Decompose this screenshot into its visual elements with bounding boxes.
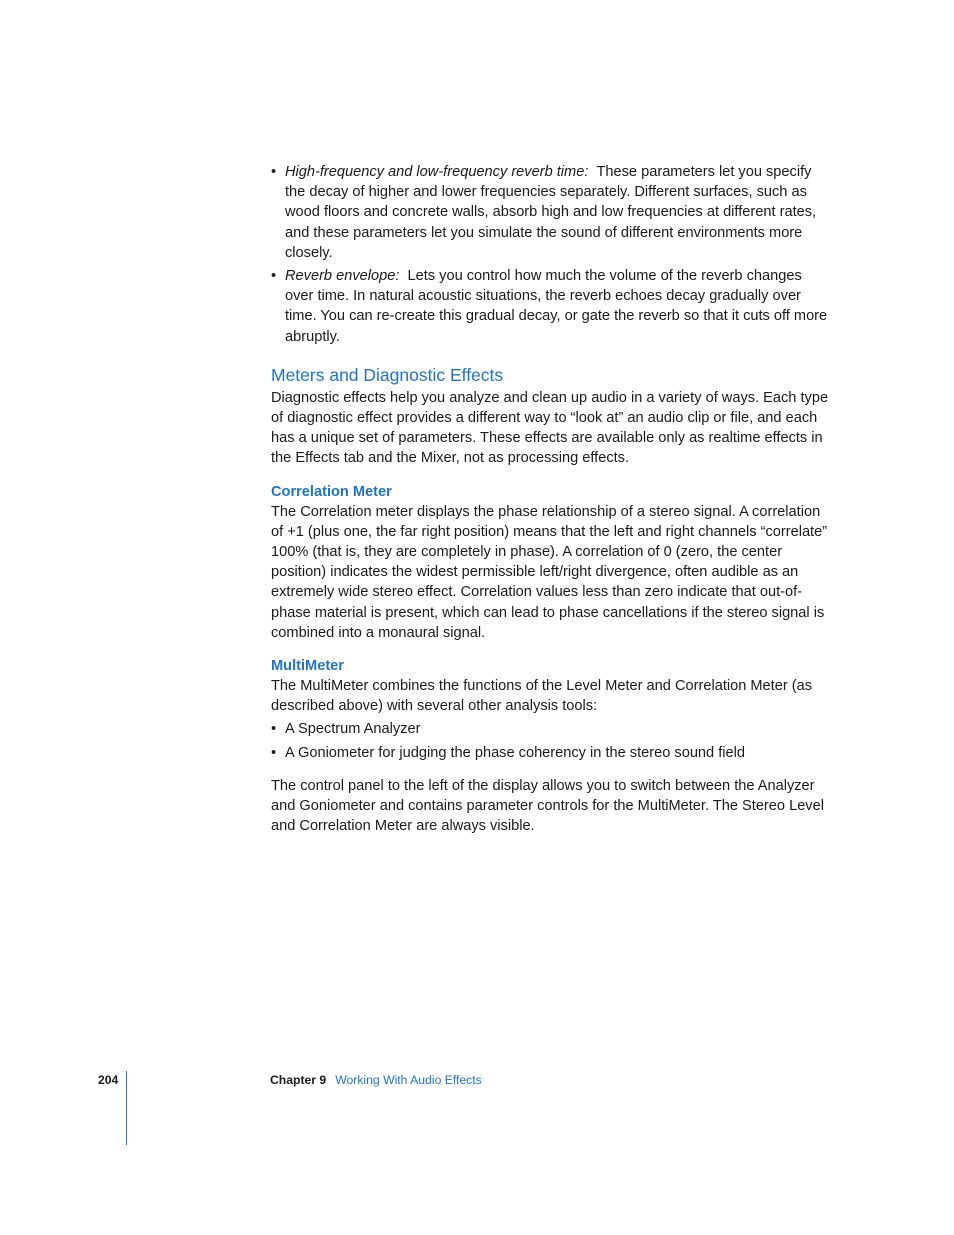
- page-content: [271, 162, 831, 836]
- section-heading: Meters and Diagnostic Effects: [271, 364, 504, 385]
- bullet-icon: •: [271, 744, 277, 761]
- list-item-text: A Spectrum Analyzer: [285, 721, 421, 738]
- correlation-meter-heading: Correlation Meter: [271, 483, 392, 500]
- footer-divider: [126, 1071, 127, 1145]
- bullet-icon: •: [271, 164, 277, 180]
- section-body: Diagnostic effects help you analyze and clean up audio in a variety of ways. Each type of diagnostic effect provides a different way to “look at” an audio clip or file, and each has a unique set of parameters. These effects are available only as realtime effects in the Effects tab and the Mixer, not as processing effects.: [271, 389, 829, 467]
- list-item: [271, 266, 831, 347]
- reverb-parameter-list: [271, 162, 831, 347]
- footer-chapter: [270, 1073, 482, 1087]
- list-item: [271, 162, 831, 263]
- list-item: [271, 743, 831, 763]
- list-item-text: A Goniometer for judging the phase coherency in the stereo sound field: [285, 744, 745, 761]
- page-number: 204: [98, 1073, 119, 1087]
- list-item: [271, 719, 831, 739]
- multimeter-heading: MultiMeter: [271, 658, 344, 675]
- term-description: Lets you control how much the volume of the reverb changes over time. In natural acoustic situations, the reverb echoes decay gradually over time. You can re-create this gradual decay, or gate the reverb so that it cuts off more abruptly.: [285, 268, 828, 345]
- chapter-title: Working With Audio Effects: [335, 1073, 482, 1087]
- multimeter-tool-list: [271, 719, 831, 762]
- bullet-icon: •: [271, 721, 277, 738]
- term-description: These parameters let you specify the decay of higher and lower frequencies separately. Different surfaces, such as wood floors and concrete walls, absorb high and low frequencies at different rates, and these parameters let you simulate the sound of different environments more closely.: [285, 164, 817, 261]
- term-label: Reverb envelope:: [285, 268, 400, 285]
- correlation-meter-body: The Correlation meter displays the phase relationship of a stereo signal. A correlation of +1 (plus one, the far right position) means that the left and right channels “correlate” 100% (that is, they are completely in phase). A correlation of 0 (zero, the center position) indicates the widest permissible left/right divergence, often audible as an extremely wide stereo effect. Correlation values less than zero indicate that out-of-phase material is present, which can lead to phase cancellations if the stereo signal is combined into a monaural signal.: [271, 503, 828, 641]
- bullet-icon: •: [271, 268, 277, 285]
- multimeter-closing: The control panel to the left of the display allows you to switch between the Analyzer and Goniometer and contains parameter controls for the MultiMeter. The Stereo Level and Correlation Meter are always visible.: [271, 777, 824, 835]
- term-label: High-frequency and low-frequency reverb time:: [285, 164, 589, 180]
- chapter-label: Chapter 9: [270, 1073, 327, 1087]
- multimeter-intro: The MultiMeter combines the functions of the Level Meter and Correlation Meter (as described above) with several other analysis tools:: [271, 678, 813, 715]
